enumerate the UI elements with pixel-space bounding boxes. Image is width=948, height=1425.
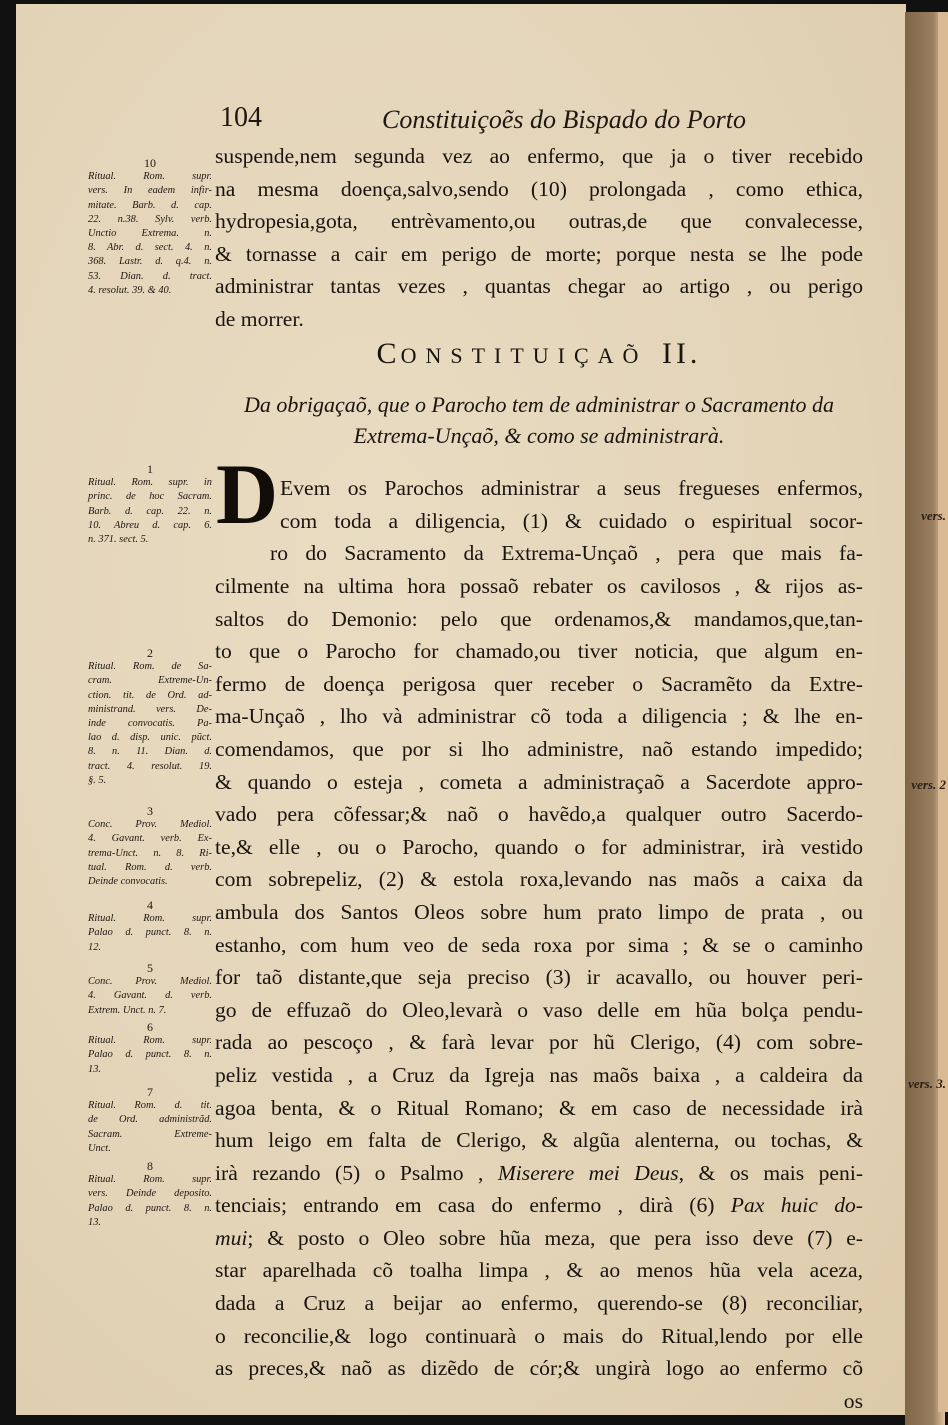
note-line: 8. n. 11. Dian. d. (88, 746, 212, 758)
margin-note (88, 646, 212, 788)
note-line: 53. Dian. d. tract. (88, 270, 212, 282)
margin-note (88, 898, 212, 955)
text-line: go de effuzaõ do Oleo,levarà o vaso delle em hũa bolça pendu- (215, 997, 863, 1022)
note-number: 7 (147, 1085, 153, 1099)
text-line: ma-Unçaõ , lho và administrar cõ toda a diligencia ; & lhe en- (215, 704, 863, 729)
note-line: 4. resolut. 39. & 40. (88, 284, 172, 296)
text-segment: irà rezando (5) o Psalmo , (215, 1160, 498, 1185)
text-line: com sobrepeliz, (2) & estola roxa,levando nas maõs a caixa da (215, 867, 863, 892)
margin-note (88, 1020, 212, 1077)
text-segment: ; & posto o Oleo sobre hũa meza, que pera isso deve (7) e- (247, 1225, 863, 1250)
text-segment: , & os mais peni- (678, 1160, 864, 1185)
note-line: princ. de hoc Sacram. (88, 491, 212, 503)
facing-page-note: vers. (921, 508, 946, 523)
note-line: Conc. Prov. Mediol. (88, 819, 212, 831)
note-line: Ritual. Rom. d. tit. (88, 1100, 212, 1112)
text-line: comendamos, que por si lho administre, naõ estando impedido; (215, 736, 863, 761)
title-numeral: II. (661, 337, 702, 370)
text-segment-italic: Miserere mei Deus (497, 1160, 679, 1185)
text-line: estanho, com hum veo de seda roxa por sima ; & se o caminho (215, 932, 863, 957)
note-line: 10. Abreu d. cap. 6. (88, 519, 212, 531)
text-line: com toda a diligencia, (1) & cuidado o espiritual socor- (280, 508, 863, 533)
text-line: & quando o esteja , cometa a administraçaõ a Sacerdote appro- (215, 769, 863, 794)
note-line: Ritual. Rom. supr. (88, 1174, 212, 1186)
note-line: Unctio Extrema. n. (88, 228, 212, 240)
text-line: for taõ distante,que seja preciso (3) ir acavallo, ou houver peri- (215, 965, 863, 990)
constitution-title (215, 337, 863, 371)
text-segment-italic: Pax huic do- (730, 1193, 863, 1218)
note-line: 8. Abr. d. sect. 4. n. (88, 242, 212, 254)
facing-page-edge (938, 12, 948, 1412)
text-line: te,& elle , ou o Parocho, quando o for administrar, irà vestido (215, 834, 863, 859)
text-line (215, 1222, 863, 1255)
margin-note (88, 961, 212, 1018)
text-line: vado pera cõfessar;& naõ o havẽdo,a qualquer outro Sacerdo- (215, 802, 863, 827)
note-line: Conc. Prov. Mediol. (88, 976, 212, 988)
facing-page-note: vers. 2 (911, 777, 946, 792)
text-line: as preces,& naõ as dizẽdo de cór;& ungirà logo ao enfermo cõ (215, 1356, 863, 1381)
note-line: Ritual. Rom. supr. in (88, 477, 212, 489)
note-line: de Ord. administrãd. (88, 1114, 212, 1126)
note-line: ction. tit. de Ord. ad- (88, 689, 212, 701)
text-line: hum leigo em falta de Clerigo, & algũa alenterna, ou tochas, & (215, 1128, 863, 1153)
main-paragraph-line3 (270, 537, 863, 570)
note-number: 6 (147, 1020, 153, 1034)
title-initial: C (376, 337, 401, 370)
subtitle-line: Da obrigaçaõ, que o Parocho tem de administrar o Sacramento da (243, 392, 835, 417)
note-line: mitate. Barb. d. cap. (88, 199, 212, 211)
note-line: Unct. (88, 1142, 111, 1154)
note-line: 13. (88, 1216, 101, 1228)
text-line (215, 1157, 863, 1190)
text-line: fermo de doença perigosa quer receber o Sacramẽto da Extre- (215, 671, 863, 696)
note-line: 368. Lastr. d. q.4. n. (88, 256, 212, 268)
note-line: inde convocatis. Pa- (88, 718, 212, 730)
note-number: 5 (147, 961, 153, 975)
note-line: 4. Gavant. verb. Ex- (88, 833, 212, 845)
note-line: Deinde convocatis. (88, 876, 168, 888)
note-number: 2 (147, 646, 153, 660)
main-paragraph (215, 570, 863, 1417)
note-line: cram. Extreme-Un- (88, 675, 212, 687)
text-segment-italic: mui (215, 1225, 248, 1250)
text-line: suspende,nem segunda vez ao enfermo, que ja o tiver recebido (215, 144, 863, 168)
note-line: tual. Rom. d. verb. (88, 861, 212, 873)
text-line: dada a Cruz a beijar ao enfermo, querendo-se (8) reconciliar, (215, 1291, 863, 1316)
page-header (220, 102, 860, 142)
main-paragraph-opening (280, 472, 863, 537)
note-line: §. 5. (88, 774, 107, 786)
text-line (215, 1189, 863, 1222)
text-line: o reconcilie,& logo continuarà o mais do Ritual,lendo por elle (215, 1323, 863, 1348)
note-line: Barb. d. cap. 22. n. (88, 505, 212, 517)
note-line: Palao d. punct. 8. n. (88, 1202, 212, 1214)
note-line: Ritual. Rom. supr. (88, 1035, 212, 1047)
note-number: 4 (147, 898, 153, 912)
note-number: 8 (147, 1159, 153, 1173)
note-line: Ritual. Rom. supr. (88, 913, 212, 925)
note-line: vers. In eadem infir- (88, 185, 212, 197)
facing-page-note: vers. 3. (908, 1076, 946, 1091)
margin-note (88, 156, 212, 298)
text-segment: tenciais; entrando em casa do enfermo , dirà (6) (215, 1193, 731, 1218)
margin-note (88, 1085, 212, 1156)
text-line: ro do Sacramento da Extrema-Unçaõ , pera que mais fa- (270, 541, 863, 565)
text-line: rada ao pescoço , & farà levar por hũ Clerigo, (4) com sobre- (215, 1030, 863, 1055)
note-number: 3 (147, 804, 153, 818)
margin-note (88, 804, 212, 889)
subtitle-line: Extrema-Unçaõ, & como se administrarà. (353, 423, 725, 448)
margin-note (88, 462, 212, 547)
note-line: 13. (88, 1063, 101, 1075)
note-line: 22. n.38. Sylv. verb. (88, 213, 212, 225)
note-line: Ritual. Rom. de Sa- (88, 661, 212, 673)
text-line: saltos do Demonio: pelo que ordenamos,& mandamos,que,tan- (215, 606, 863, 631)
note-line: vers. Deinde deposito. (88, 1188, 212, 1200)
note-line: Palao d. punct. 8. n. (88, 1049, 212, 1061)
note-line: Ritual. Rom. supr. (88, 171, 212, 183)
text-line: Evem os Parochos administrar a seus fregueses enfermos, (280, 476, 863, 500)
drop-cap: D (216, 446, 279, 542)
note-line: tract. 4. resolut. 19. (88, 760, 212, 772)
catchword: os (843, 1388, 863, 1413)
note-line: ministrand. vers. De- (88, 703, 212, 715)
title-rest: ONSTITUIÇAÕ (400, 343, 648, 368)
text-line: & tornasse a cair em perigo de morte; porque nesta se lhe pode (215, 241, 863, 266)
note-line: 4. Gavant. d. verb. (88, 990, 212, 1002)
note-number: 1 (147, 462, 153, 476)
note-line: lao d. disp. unic. pũct. (88, 732, 212, 744)
text-line: ambula dos Santos Oleos sobre hum prato limpo de prata , ou (215, 899, 863, 924)
page-number: 104 (220, 102, 262, 133)
text-line: administrar tantas vezes , quantas chegar ao artigo , ou perigo (215, 274, 863, 299)
constitution-subtitle (215, 389, 863, 451)
top-paragraph (215, 140, 863, 336)
margin-note (88, 1159, 212, 1230)
note-line: Sacram. Extreme- (88, 1128, 212, 1140)
text-line: cilmente na ultima hora possaõ rebater os cavilosos , & rijos as- (215, 574, 863, 598)
text-line: peliz vestida , a Cruz da Igreja nas maõs baixa , a caldeira da (215, 1062, 863, 1087)
note-line: Extrem. Unct. n. 7. (88, 1004, 167, 1016)
text-line: na mesma doença,salvo,sendo (10) prolongada , como ethica, (215, 176, 863, 201)
note-line: 12. (88, 941, 101, 953)
note-line: trema-Unct. n. 8. Ri- (88, 847, 212, 859)
text-line: hydropesia,gota, entrèvamento,ou outras,de que convalecesse, (215, 209, 863, 234)
note-line: n. 371. sect. 5. (88, 534, 149, 546)
text-line: to que o Parocho for chamado,ou tiver noticia, que algum en- (215, 639, 863, 664)
running-title: Constituiçoẽs do Bispado do Porto (382, 105, 746, 134)
text-line: agoa benta, & o Ritual Romano; & em caso de necessidade irà (215, 1095, 863, 1120)
note-number: 10 (144, 156, 156, 170)
text-line: de morrer. (215, 306, 304, 331)
note-line: Palao d. punct. 8. n. (88, 927, 212, 939)
text-line: star aparelhada cõ toalha limpa , & ao menos hũa vela aceza, (215, 1258, 863, 1283)
